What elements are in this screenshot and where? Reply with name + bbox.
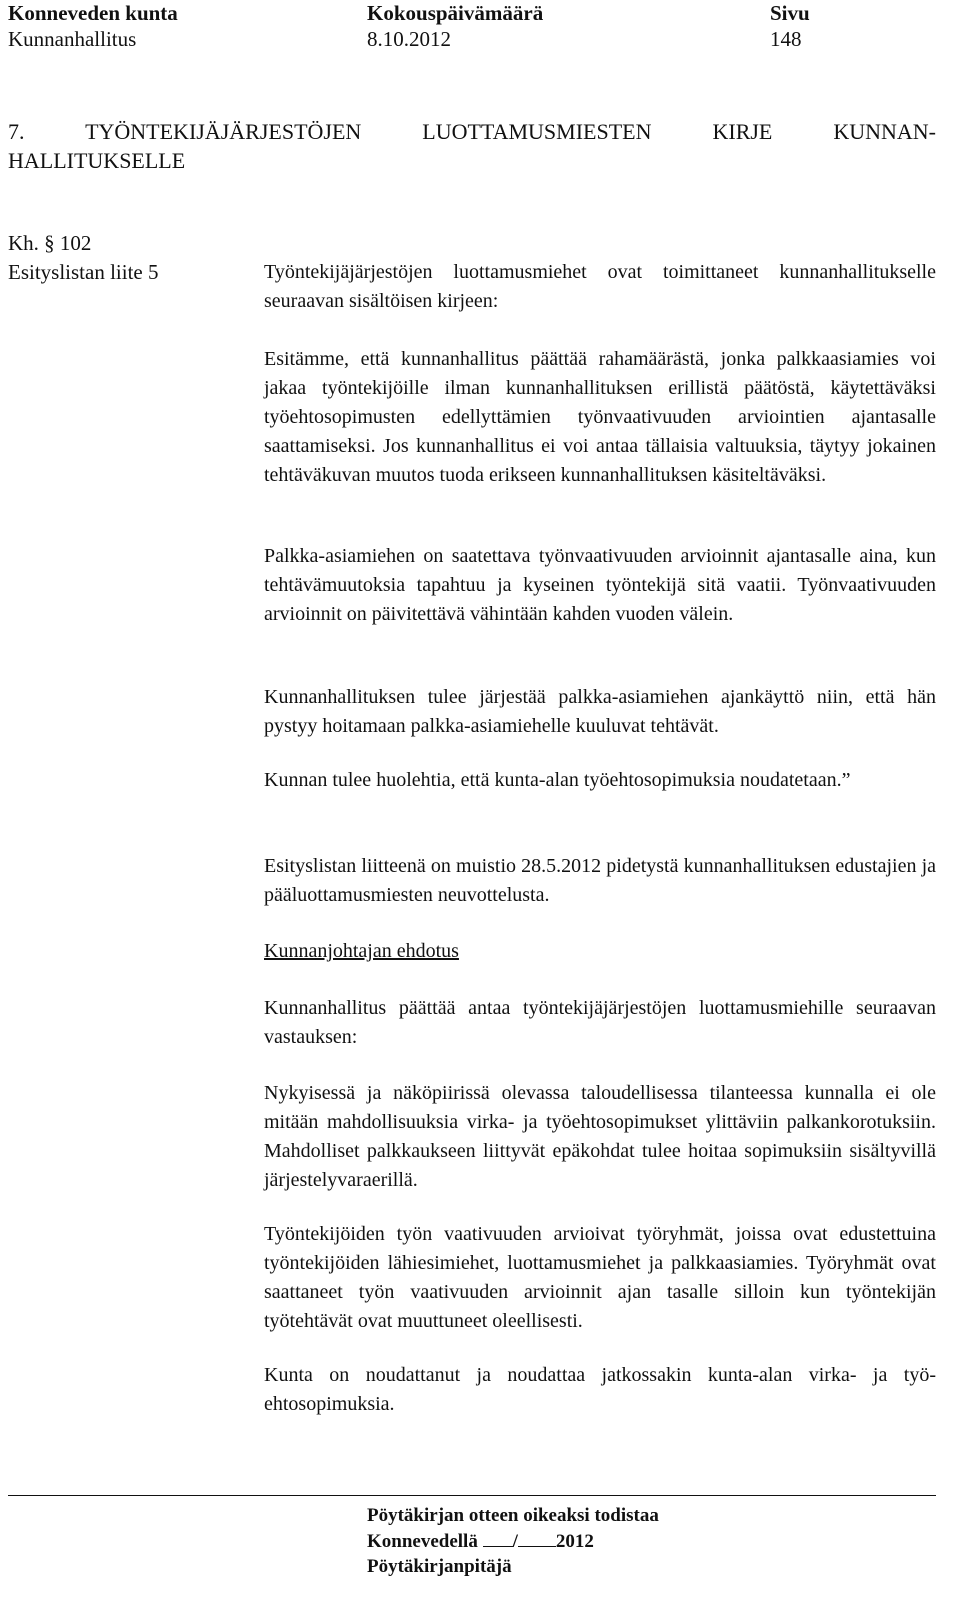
reply-paragraph-3	[264, 1361, 936, 1419]
intro-text: Työntekijäjärjestöjen luottamusmiehet ovat toimittaneet kunnanhallitukselle seuraavan sisältöisen kirjeen:	[264, 261, 936, 312]
footer-divider	[8, 1495, 936, 1496]
proposal-text: Kunnanhallitus päättää antaa työntekijäjärjestöjen luottamusmiehille seuraavan vastauksen:	[264, 997, 936, 1048]
letter-text-4: Kunnan tulee huolehtia, että kunta-alan työehtosopimuksia noudatetaan.”	[264, 769, 851, 791]
section-title-line-1: 7. TYÖNTEKIJÄJÄRJESTÖJEN LUOTTAMUSMIESTEN KIRJE KUNNAN-	[8, 119, 936, 144]
page-number: 148	[770, 27, 802, 51]
section-title-line-2: HALLITUKSELLE	[8, 148, 186, 173]
intro-paragraph	[264, 258, 936, 316]
meeting-date-label: Kokouspäivämäärä	[367, 1, 544, 25]
reply-text-3: Kunta on noudattanut ja noudattaa jatkossakin kunta-alan virka- ja työehtosopimuksia.	[264, 1364, 936, 1415]
month-blank	[518, 1528, 556, 1547]
reply-text-2: Työntekijöiden työn vaativuuden arvioivat työryhmät, joissa ovat edustettuina työntekijöiden lähiesimiehet, luottamusmiehet ja palkkaasiamies. Työryhmät ovat saattaneet työn vaativuuden arvioinnit ajan tasalle silloin kun työntekijän työtehtävät ovat muuttuneet oleellisesti.	[264, 1223, 936, 1332]
day-blank	[483, 1528, 513, 1547]
date-separator: /	[512, 1531, 518, 1552]
reply-paragraph-2	[264, 1220, 936, 1336]
page-header	[0, 0, 960, 60]
proposal-heading: Kunnanjohtajan ehdotus	[264, 940, 459, 962]
letter-paragraph-3	[264, 683, 936, 741]
reply-text-1: Nykyisessä ja näköpiirissä olevassa taloudellisessa tilanteessa kunnalla ei ole mitään mahdollisuuksia virka- ja työehtosopimukset ylittäviin palkankorotuksiin. Mahdolliset palkkaukseen liittyvät epäkohdat tulee hoitaa sopimuksiin sisältyvillä järjestelyvaraerillä.	[264, 1082, 936, 1191]
attachment-reference: Esityslistan liite 5	[8, 260, 159, 284]
attachment-note-text: Esityslistan liitteenä on muistio 28.5.2012 pidetystä kunnanhallituksen edustajien ja pääluottamusmiesten neuvottelusta.	[264, 855, 936, 906]
certification-line: Pöytäkirjan otteen oikeaksi todistaa	[367, 1505, 659, 1526]
organization-name: Konneveden kunta	[8, 1, 178, 25]
certification-place: Konnevedellä	[367, 1531, 478, 1552]
agenda-item-number: Kh. § 102	[8, 231, 92, 255]
letter-text-3: Kunnanhallituksen tulee järjestää palkka-asiamiehen ajankäyttö niin, että hän pystyy hoitamaan palkka-asiamiehelle kuuluvat tehtävät.	[264, 686, 936, 737]
proposal-heading-block	[264, 937, 936, 966]
proposal-paragraph	[264, 994, 936, 1052]
reply-paragraph-1	[264, 1079, 936, 1195]
minutes-keeper-label: Pöytäkirjanpitäjä	[367, 1556, 512, 1577]
meeting-date: 8.10.2012	[367, 27, 451, 51]
decision-body: Kunnanhallitus	[8, 27, 137, 51]
section-title	[8, 117, 936, 175]
attachment-note-paragraph	[264, 852, 936, 910]
letter-text-2: Palkka-asiamiehen on saatettava työnvaativuuden arvioinnit ajantasalle aina, kun tehtävämuutoksia tapahtuu ja kyseinen työntekijä sitä vaatii. Työnvaativuuden arvioinnit on päivitettävä vähintään kahden vuoden välein.	[264, 545, 936, 625]
page-number-label: Sivu	[770, 1, 810, 25]
certification-place-date	[367, 1528, 659, 1554]
certification-footer	[367, 1503, 659, 1579]
letter-paragraph-1	[264, 345, 936, 490]
letter-text-1: Esitämme, että kunnanhallitus päättää rahamäärästä, jonka palkkaasiamies voi jakaa työntekijöille ilman kunnanhallituksen erillistä päätöstä, käytettäväksi työehtosopimusten edellyttämien työnvaativuuden arviointien ajantasalle saattamiseksi. Jos kunnanhallitus ei voi antaa tällaisia valtuuksia, täytyy jokainen tehtäväkuvan muutos tuoda erikseen kunnanhallituksen käsiteltäväksi.	[264, 348, 936, 486]
letter-paragraph-4	[264, 766, 936, 795]
letter-paragraph-2	[264, 542, 936, 629]
certification-year: 2012	[555, 1531, 594, 1552]
